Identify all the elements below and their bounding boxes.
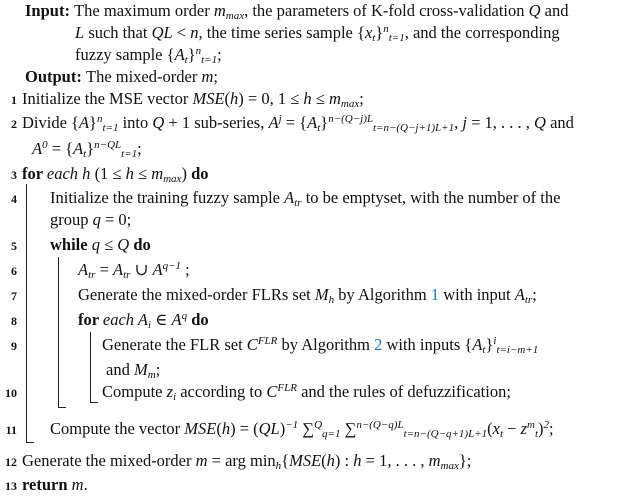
line-number: 9 bbox=[11, 339, 17, 353]
text-segment: ≤ bbox=[133, 164, 152, 183]
text-segment: while bbox=[50, 235, 92, 254]
text-segment: FLR bbox=[277, 382, 297, 394]
text-segment: ( bbox=[224, 89, 231, 108]
text-segment: t=1 bbox=[102, 122, 119, 134]
text-segment: m bbox=[201, 67, 214, 86]
text-segment: A bbox=[174, 45, 185, 64]
text-segment: MSE bbox=[289, 451, 322, 470]
text-segment: t bbox=[372, 32, 376, 44]
algorithm-line bbox=[106, 361, 160, 381]
text-segment: each A bbox=[102, 310, 148, 329]
text-segment: Q bbox=[117, 235, 130, 254]
text-segment: ( bbox=[216, 419, 222, 438]
text-segment: ∑ bbox=[340, 419, 357, 438]
text-segment: MSE bbox=[184, 419, 217, 438]
text-segment: i bbox=[493, 335, 497, 347]
text-segment: do bbox=[187, 310, 209, 329]
text-segment: The mixed-order bbox=[85, 67, 202, 86]
text-segment: C bbox=[246, 335, 258, 354]
text-segment: group bbox=[50, 210, 93, 229]
text-segment: { bbox=[281, 451, 290, 470]
algorithm-line bbox=[22, 90, 364, 110]
text-segment: ; bbox=[137, 139, 142, 158]
text-segment: = bbox=[95, 260, 113, 279]
text-segment: tr bbox=[88, 269, 96, 281]
text-segment: for bbox=[78, 310, 103, 329]
algorithm-line bbox=[22, 165, 209, 185]
algorithm-line bbox=[50, 211, 131, 229]
algorithm-line bbox=[22, 114, 574, 134]
text-segment: A bbox=[514, 285, 525, 304]
text-segment: M bbox=[314, 285, 329, 304]
text-segment: Q bbox=[152, 113, 165, 132]
text-segment: with input bbox=[439, 285, 515, 304]
algorithm-line bbox=[50, 420, 554, 440]
algorithm-line bbox=[22, 452, 471, 472]
text-segment: Divide { bbox=[22, 113, 79, 132]
text-segment: Generate the mixed-order FLRs set bbox=[78, 285, 315, 304]
text-segment: } bbox=[89, 113, 97, 132]
text-segment: according to bbox=[176, 382, 267, 401]
text-segment: by Algorithm bbox=[334, 285, 431, 304]
text-segment: n bbox=[190, 23, 199, 42]
text-segment: do bbox=[191, 164, 209, 183]
text-segment: ; bbox=[359, 89, 364, 108]
text-segment: with inputs { bbox=[382, 335, 473, 354]
line-number: 12 bbox=[5, 455, 17, 469]
text-segment: t=i−m+1 bbox=[496, 344, 539, 356]
text-segment: = { bbox=[281, 113, 308, 132]
text-segment: t=n−(Q−q+1)L+1 bbox=[403, 428, 488, 440]
text-segment: ; bbox=[213, 67, 218, 86]
text-segment: h bbox=[328, 294, 335, 306]
text-segment: , the time series sample { bbox=[198, 23, 365, 42]
text-segment: } bbox=[86, 139, 95, 158]
line-number: 6 bbox=[11, 264, 17, 278]
text-segment: h bbox=[230, 89, 239, 108]
text-segment: do bbox=[129, 235, 151, 254]
text-segment: max bbox=[225, 10, 245, 22]
text-segment: L bbox=[75, 23, 85, 42]
algorithm-reference-link[interactable]: 2 bbox=[374, 335, 383, 354]
text-segment: and bbox=[106, 360, 134, 379]
text-segment: m bbox=[151, 164, 164, 183]
text-segment: and bbox=[545, 113, 574, 132]
text-segment: q bbox=[92, 210, 101, 229]
text-segment: Initialize the MSE vector bbox=[22, 89, 193, 108]
text-segment: FLR bbox=[257, 335, 278, 347]
text-segment: ) bbox=[279, 419, 286, 438]
text-segment: h bbox=[353, 451, 362, 470]
text-segment: Input: bbox=[25, 1, 75, 20]
text-segment: 2 bbox=[543, 419, 550, 431]
text-segment: Q bbox=[528, 1, 541, 20]
text-segment: Q bbox=[534, 113, 546, 132]
text-segment: ∪ bbox=[130, 260, 153, 279]
text-segment: to be emptyset, with the number of the bbox=[301, 188, 561, 207]
text-segment: t bbox=[317, 122, 321, 134]
text-segment: max bbox=[340, 98, 360, 110]
text-segment: x bbox=[492, 419, 500, 438]
text-segment: t bbox=[83, 148, 87, 160]
text-segment: and bbox=[540, 1, 569, 20]
text-segment: h bbox=[125, 164, 134, 183]
text-segment: m bbox=[328, 89, 341, 108]
text-segment: ∑ bbox=[298, 419, 315, 438]
text-segment: Output: bbox=[25, 67, 86, 86]
text-segment: i bbox=[173, 391, 177, 403]
text-segment: and the rules of defuzzification; bbox=[296, 382, 511, 401]
text-segment: q=1 bbox=[322, 428, 341, 440]
text-segment: A bbox=[307, 113, 318, 132]
text-segment: into bbox=[118, 113, 153, 132]
text-segment: each h bbox=[46, 164, 91, 183]
text-segment: h bbox=[326, 451, 335, 470]
text-segment: t bbox=[534, 428, 539, 440]
text-segment: A bbox=[73, 139, 84, 158]
algorithm-line bbox=[78, 286, 537, 306]
text-segment: m bbox=[147, 369, 156, 381]
text-segment: = 0; bbox=[100, 210, 132, 229]
text-segment: QL bbox=[258, 419, 280, 438]
text-segment: = 1, . . . , bbox=[361, 451, 429, 470]
text-segment: t bbox=[499, 428, 504, 440]
text-segment: A bbox=[78, 260, 89, 279]
text-segment: , bbox=[454, 113, 463, 132]
algorithm-line bbox=[50, 189, 560, 209]
text-segment: ) = ( bbox=[230, 419, 259, 438]
text-segment: j bbox=[462, 113, 467, 132]
text-segment: = 1, . . . , bbox=[466, 113, 535, 132]
text-segment: m bbox=[527, 419, 535, 431]
text-segment: max bbox=[440, 460, 459, 472]
text-segment: t=1 bbox=[388, 32, 405, 44]
text-segment: tr bbox=[294, 197, 302, 209]
text-segment: − bbox=[503, 419, 521, 438]
text-segment: < bbox=[172, 23, 191, 42]
line-number: 7 bbox=[11, 289, 17, 303]
algorithm-line bbox=[50, 236, 151, 254]
line-number: 8 bbox=[11, 314, 17, 328]
text-segment: max bbox=[163, 173, 182, 185]
text-segment: n−(Q−j)L bbox=[328, 113, 373, 125]
text-segment: Compute bbox=[102, 382, 167, 401]
text-segment: (1 ≤ bbox=[90, 164, 126, 183]
text-segment: } bbox=[485, 335, 494, 354]
text-segment: such that bbox=[84, 23, 152, 42]
text-segment: M bbox=[133, 360, 148, 379]
algorithm-line bbox=[25, 68, 218, 86]
line-number: 5 bbox=[11, 239, 17, 253]
text-segment: z bbox=[166, 382, 174, 401]
text-segment: ∈ bbox=[151, 310, 172, 329]
text-segment: A bbox=[32, 139, 43, 158]
text-segment: h bbox=[303, 89, 312, 108]
line-number: 2 bbox=[11, 117, 17, 131]
text-segment: } bbox=[375, 23, 384, 42]
text-segment: ) bbox=[181, 164, 192, 183]
text-segment: tr bbox=[123, 269, 131, 281]
text-segment: A bbox=[78, 113, 90, 132]
text-segment: C bbox=[266, 382, 278, 401]
text-segment: ) : bbox=[334, 451, 354, 470]
text-segment: t bbox=[184, 54, 188, 66]
text-segment: . bbox=[83, 475, 88, 494]
text-segment: n−QL bbox=[94, 139, 122, 151]
text-segment: ( bbox=[487, 419, 493, 438]
text-segment: m bbox=[71, 475, 84, 494]
text-segment: ) = 0, 1 ≤ bbox=[238, 89, 304, 108]
text-segment: return bbox=[22, 475, 72, 494]
algorithm-reference-link[interactable]: 1 bbox=[430, 285, 440, 304]
text-segment: h bbox=[221, 419, 231, 438]
text-segment: m bbox=[428, 451, 441, 470]
text-segment: ) bbox=[538, 419, 544, 438]
text-segment: Generate the mixed-order bbox=[22, 451, 196, 470]
for-loop-bracket bbox=[26, 184, 34, 443]
line-number: 4 bbox=[11, 192, 17, 206]
algorithm-line bbox=[25, 2, 569, 22]
text-segment: + 1 sub-series, bbox=[164, 113, 269, 132]
text-segment: Compute the vector bbox=[50, 419, 185, 438]
algorithm-line bbox=[22, 476, 88, 494]
text-segment: Initialize the training fuzzy sample bbox=[50, 188, 285, 207]
text-segment: ( bbox=[321, 451, 327, 470]
text-segment: ≤ bbox=[311, 89, 329, 108]
text-segment: t=1 bbox=[121, 148, 138, 160]
text-segment: n bbox=[195, 45, 202, 57]
line-number: 10 bbox=[5, 386, 17, 400]
algorithm-line bbox=[75, 24, 560, 44]
text-segment: ; bbox=[549, 419, 554, 438]
text-segment: for bbox=[22, 164, 47, 183]
text-segment: fuzzy sample { bbox=[75, 45, 175, 64]
text-segment: t bbox=[482, 344, 486, 356]
text-segment: t=n−(Q−j+1)L+1 bbox=[372, 122, 455, 134]
text-segment: ; bbox=[155, 360, 161, 379]
algorithm-line bbox=[32, 140, 142, 160]
text-segment: MSE bbox=[192, 89, 225, 108]
text-segment: A bbox=[268, 113, 279, 132]
text-segment: A bbox=[472, 335, 483, 354]
text-segment: The maximum order bbox=[74, 1, 214, 20]
inner-for-loop-bracket bbox=[90, 332, 98, 403]
text-segment: t=1 bbox=[201, 54, 218, 66]
text-segment: by Algorithm bbox=[277, 335, 375, 354]
text-segment: A bbox=[113, 260, 124, 279]
text-segment: n bbox=[383, 23, 389, 35]
text-segment: ≤ bbox=[99, 235, 118, 254]
text-segment: } bbox=[320, 113, 329, 132]
line-number: 13 bbox=[5, 479, 17, 493]
text-segment: ; bbox=[532, 285, 537, 304]
text-segment: A bbox=[152, 260, 163, 279]
text-segment: −1 bbox=[285, 419, 299, 431]
text-segment: m bbox=[213, 1, 226, 20]
algorithm-line bbox=[102, 336, 538, 356]
text-segment: Generate the FLR set bbox=[102, 335, 247, 354]
line-number: 3 bbox=[11, 168, 17, 182]
algorithm-line bbox=[102, 383, 511, 403]
text-segment: = { bbox=[47, 139, 74, 158]
text-segment: Q bbox=[314, 419, 323, 431]
text-segment: , and the corresponding bbox=[404, 23, 560, 42]
text-segment: 0 bbox=[42, 139, 48, 151]
text-segment: } bbox=[187, 45, 196, 64]
text-segment: = arg min bbox=[207, 451, 276, 470]
algorithm-line bbox=[75, 46, 222, 66]
text-segment: j bbox=[278, 113, 282, 125]
text-segment: n−(Q−q)L bbox=[356, 419, 404, 431]
text-segment: m bbox=[195, 451, 208, 470]
algorithm-line bbox=[78, 311, 209, 331]
text-segment: A bbox=[284, 188, 295, 207]
text-segment: i bbox=[147, 319, 152, 331]
text-segment: }; bbox=[458, 451, 472, 470]
text-segment: n bbox=[96, 113, 103, 125]
text-segment: x bbox=[364, 23, 373, 42]
line-number: 11 bbox=[5, 423, 17, 437]
text-segment: tr bbox=[524, 294, 533, 306]
text-segment: A bbox=[171, 310, 182, 329]
text-segment: h bbox=[275, 460, 282, 472]
while-loop-bracket bbox=[58, 257, 66, 408]
text-segment: z bbox=[520, 419, 528, 438]
text-segment: q bbox=[91, 235, 100, 254]
text-segment: QL bbox=[151, 23, 173, 42]
text-segment: ; bbox=[217, 45, 222, 64]
text-segment: ; bbox=[181, 260, 190, 279]
text-segment: , the parameters of K-fold cross-validation bbox=[244, 1, 529, 20]
text-segment: q−1 bbox=[162, 260, 182, 272]
line-number: 1 bbox=[11, 93, 17, 107]
text-segment: q bbox=[181, 310, 188, 322]
algorithm-line bbox=[78, 261, 190, 281]
